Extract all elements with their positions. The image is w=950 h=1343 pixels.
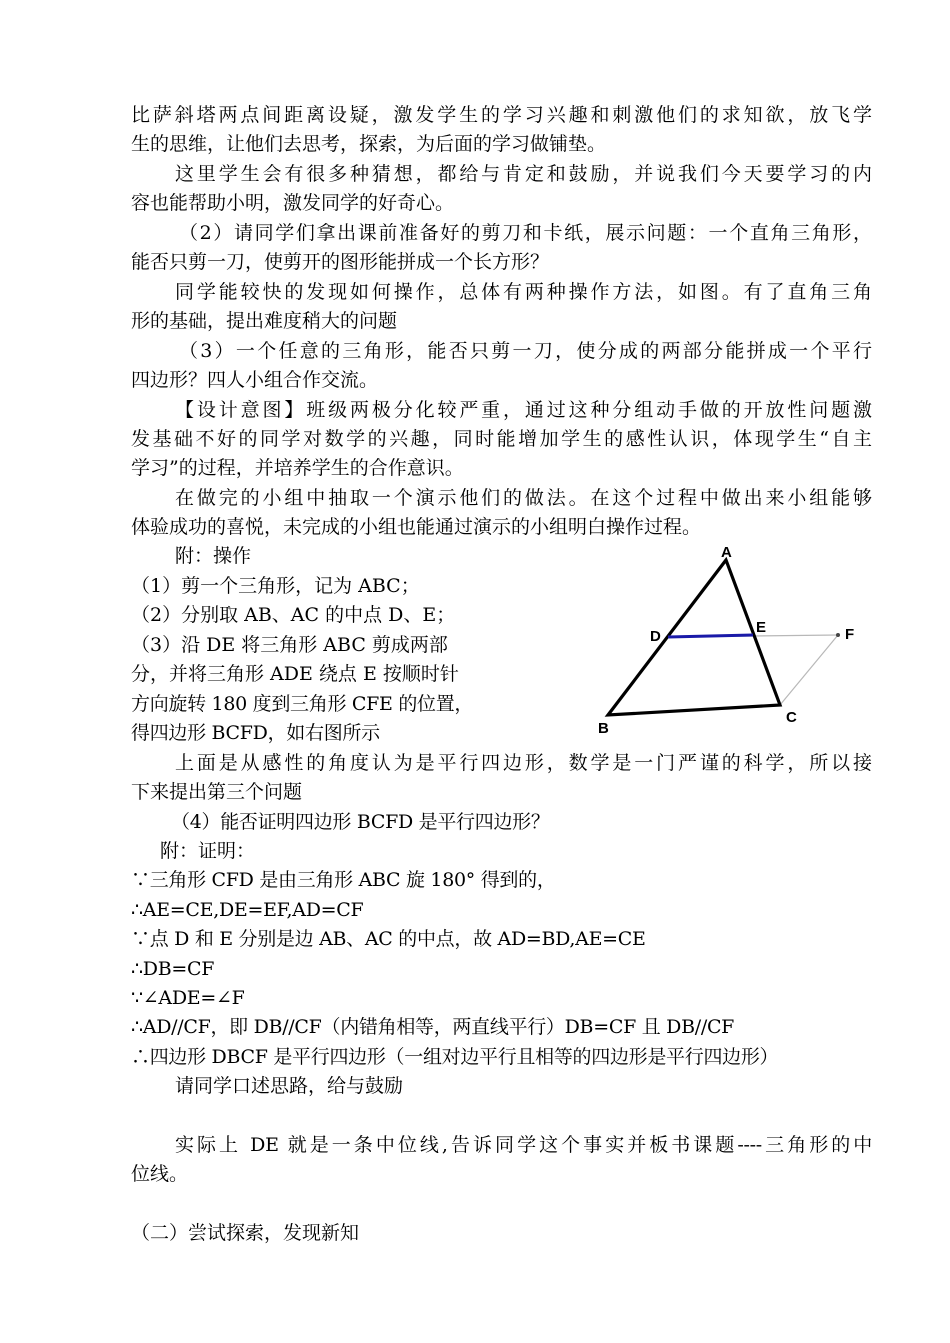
- label-d: D: [650, 628, 661, 645]
- proof-line: ∵点 D 和 E 分别是边 AB、AC 的中点，故 AD=BD,AE=CE: [131, 928, 646, 950]
- midline-de: [668, 635, 753, 637]
- paragraph-line: （2）请同学们拿出课前准备好的剪刀和卡纸，展示问题：一个直角三角形，: [179, 222, 872, 244]
- operation-title: 附：操作: [175, 545, 252, 567]
- label-f: F: [845, 626, 855, 643]
- operation-step: （3）沿 DE 将三角形 ABC 剪成两部: [131, 634, 448, 656]
- paragraph-line: 容也能帮助小明，激发同学的好奇心。: [131, 192, 455, 214]
- paragraph-line: 在做完的小组中抽取一个演示他们的做法。在这个过程中做出来小组能够: [175, 487, 872, 509]
- paragraph-line: 上面是从感性的角度认为是平行四边形，数学是一门严谨的科学，所以接: [175, 752, 872, 774]
- triangle-parallelogram-figure: [590, 540, 880, 740]
- paragraph-line: 学习”的过程，并培养学生的合作意识。: [131, 457, 464, 479]
- segment-cf: [780, 635, 838, 705]
- proof-line: ∵∠ADE=∠F: [131, 987, 245, 1009]
- label-a: A: [721, 544, 732, 561]
- paragraph-line: 形的基础，提出难度稍大的问题: [131, 310, 398, 332]
- point-f: [836, 633, 840, 637]
- label-c: C: [786, 709, 797, 726]
- proof-title: 附：证明：: [160, 840, 256, 862]
- paragraph-line: 位线。: [131, 1163, 189, 1185]
- paragraph-line: 比萨斜塔两点间距离设疑，激发学生的学习兴趣和刺激他们的求知欲，放飞学: [131, 104, 872, 126]
- proof-line: ∴DB=CF: [131, 958, 215, 980]
- proof-line: 请同学口述思路，给与鼓励: [175, 1075, 404, 1097]
- paragraph-line: 发基础不好的同学对数学的兴趣，同时能增加学生的感性认识，体现学生“自主: [131, 428, 872, 450]
- paragraph-line: 这里学生会有很多种猜想，都给与肯定和鼓励，并说我们今天要学习的内: [175, 163, 872, 185]
- operation-step: （2）分别取 AB、AC 的中点 D、E；: [131, 604, 456, 626]
- operation-step: 得四边形 BCFD，如右图所示: [131, 722, 380, 744]
- paragraph-line: 能否只剪一刀，使剪开的图形能拼成一个长方形？: [131, 251, 550, 273]
- label-b: B: [598, 720, 609, 737]
- paragraph-line: 下来提出第三个问题: [131, 781, 303, 803]
- paragraph-line: 体验成功的喜悦，未完成的小组也能通过演示的小组明白操作过程。: [131, 516, 702, 538]
- proof-line: ∴AE=CE,DE=EF,AD=CF: [131, 899, 364, 921]
- operation-step: （1）剪一个三角形，记为 ABC；: [131, 575, 420, 597]
- question-4: （4）能否证明四边形 BCFD 是平行四边形？: [171, 811, 550, 833]
- paragraph-line: 【设计意图】班级两极分化较严重，通过这种分组动手做的开放性问题激: [175, 399, 872, 421]
- section-heading: （二）尝试探索，发现新知: [131, 1222, 360, 1244]
- paragraph-line: 同学能较快的发现如何操作，总体有两种操作方法，如图。有了直角三角: [175, 281, 872, 303]
- paragraph-line: （3）一个任意的三角形，能否只剪一刀，使分成的两部分能拼成一个平行: [179, 340, 872, 362]
- operation-step: 分，并将三角形 ADE 绕点 E 按顺时针: [131, 663, 459, 685]
- label-e: E: [756, 619, 767, 636]
- proof-line: ∵三角形 CFD 是由三角形 ABC 旋 180° 得到的，: [131, 869, 556, 891]
- proof-line: ∴AD//CF，即 DB//CF（内错角相等，两直线平行）DB=CF 且 DB//CF: [131, 1016, 735, 1038]
- paragraph-line: 生的思维，让他们去思考，探索，为后面的学习做铺垫。: [131, 133, 607, 155]
- operation-step: 方向旋转 180 度到三角形 CFE 的位置，: [131, 693, 474, 715]
- paragraph-line: 四边形？四人小组合作交流。: [131, 369, 379, 391]
- paragraph-line: 实际上 DE 就是一条中位线,告诉同学这个事实并板书课题----三角形的中: [175, 1134, 872, 1156]
- proof-line: ∴四边形 DBCF 是平行四边形（一组对边平行且相等的四边形是平行四边形）: [131, 1046, 779, 1068]
